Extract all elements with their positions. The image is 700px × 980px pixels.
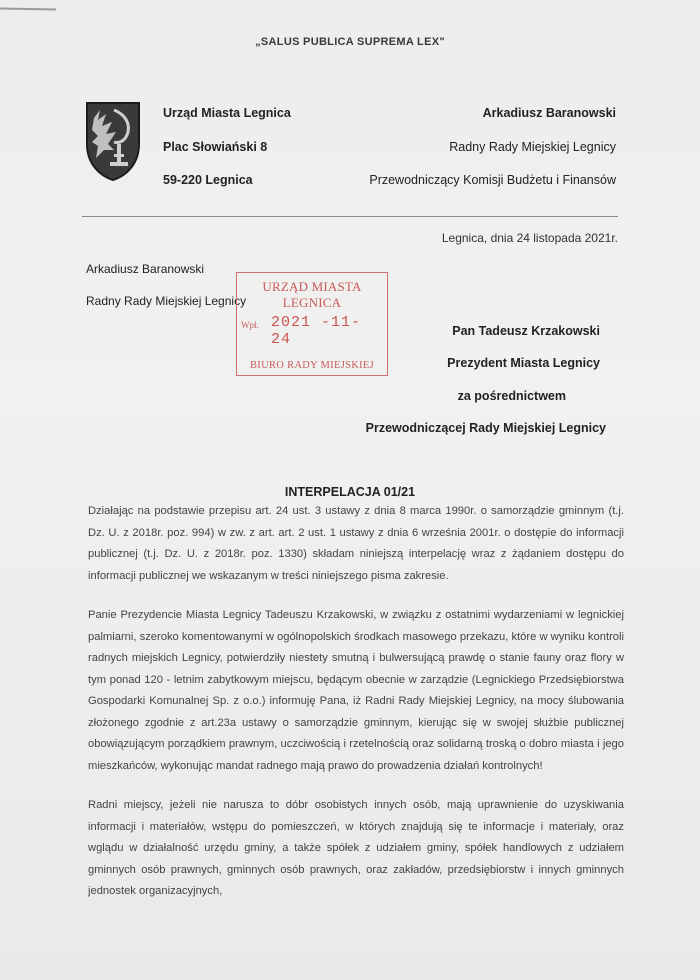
page-mark (0, 8, 56, 11)
letter-date: Legnica, dnia 24 listopada 2021r. (441, 231, 618, 245)
recipient-via: za pośrednictwem (457, 389, 566, 403)
paragraph-2: Panie Prezydencie Miasta Legnicy Tadeuszu Krzakowski, w związku z ostatnimi wydarzeniami w legnickiej palmiarni, szeroko komentowanymi w ogólnopolskich środkach masowego przekazu, które w wyniku kontroli radnych miejskich Legnicy, potwierdziły niestety smutną i bulwersującą prawdę o stanie fauny oraz flory w tym ponad 120 - letnim zabytkowym miejscu, będącym obecnie w zarządzie (Legnickiego Przedsiębiorstwa Gospodarki Komunalnej Sp. z o.o.) informuję Pana, iż Radni Rady Miejskiej Legnicy, na mocy ślubowania złożonego zgodnie z art.23a ustawy o samorządzie gminnym, kierując się w swojej służbie publicznej obowiązującym porządkiem prawnym, uczciwością i rzetelnością oraz solidarną troską o dobro miasta i jego mieszkańców, wykonując mandat radnego mają prawo do prowadzenia działań kontrolnych! (88, 609, 624, 772)
author-name: Arkadiusz Baranowski (482, 106, 616, 120)
office-name: Urząd Miasta Legnica (163, 106, 291, 120)
recipient-name: Pan Tadeusz Krzakowski (452, 324, 600, 338)
sender-role: Radny Rady Miejskiej Legnicy (86, 294, 247, 308)
recipient-intermediary: Przewodniczącej Rady Miejskiej Legnicy (365, 421, 606, 435)
document-title: INTERPELACJA 01/21 (284, 485, 416, 499)
paragraph-3: Radni miejscy, jeżeli nie narusza to dóbr osobistych innych osób, mają uprawnienie do uzyskiwania informacji i materiałów, wstępu do pomieszczeń, w których znajdują się te informacje i materiały, oraz wglądu w działalność urzędu gminy, a także spółek z udziałem gminy, spółek handlowych z udziałem gminnych osób prawnych, gminnych osób prawnych, oraz zakładów, przedsiębiorstw i innych gminnych jednostek organizacyjnych, (88, 799, 624, 897)
header-divider (82, 216, 618, 217)
office-postal-city: 59-220 Legnica (163, 173, 253, 187)
author-committee: Przewodniczący Komisji Budżetu i Finansów (369, 173, 616, 187)
office-street: Plac Słowiański 8 (163, 140, 268, 154)
paragraph-1: Działając na podstawie przepisu art. 24 ust. 3 ustawy z dnia 8 marca 1990r. o samorządzie gminnym (t.j. Dz. U. z 2018r. poz. 994) w zw. z art. art. 2 ust. 1 ustawy z dnia 6 września 2001r. o dostępie do informacji publicznej (t.j. Dz. U. z 2018r. poz. 1330) składam niniejszą interpelację wraz z żądaniem dostępu do informacji publicznej we wskazanym w treści niniejszego pisma zakresie. (88, 505, 624, 582)
motto: „SALUS PUBLICA SUPREMA LEX" (255, 36, 445, 48)
stamp-department: BIURO RADY MIEJSKIEJ (249, 360, 375, 371)
received-stamp (236, 272, 388, 376)
stamp-wpl: Wpł. (241, 320, 259, 330)
stamp-date: 2021 -11- 24 (271, 314, 362, 348)
coat-of-arms-icon (84, 100, 142, 182)
stamp-office: URZĄD MIASTA LEGNICA (262, 279, 362, 310)
author-role: Radny Rady Miejskiej Legnicy (449, 140, 616, 154)
recipient-title: Prezydent Miasta Legnicy (447, 356, 600, 370)
sender-name: Arkadiusz Baranowski (86, 262, 205, 276)
